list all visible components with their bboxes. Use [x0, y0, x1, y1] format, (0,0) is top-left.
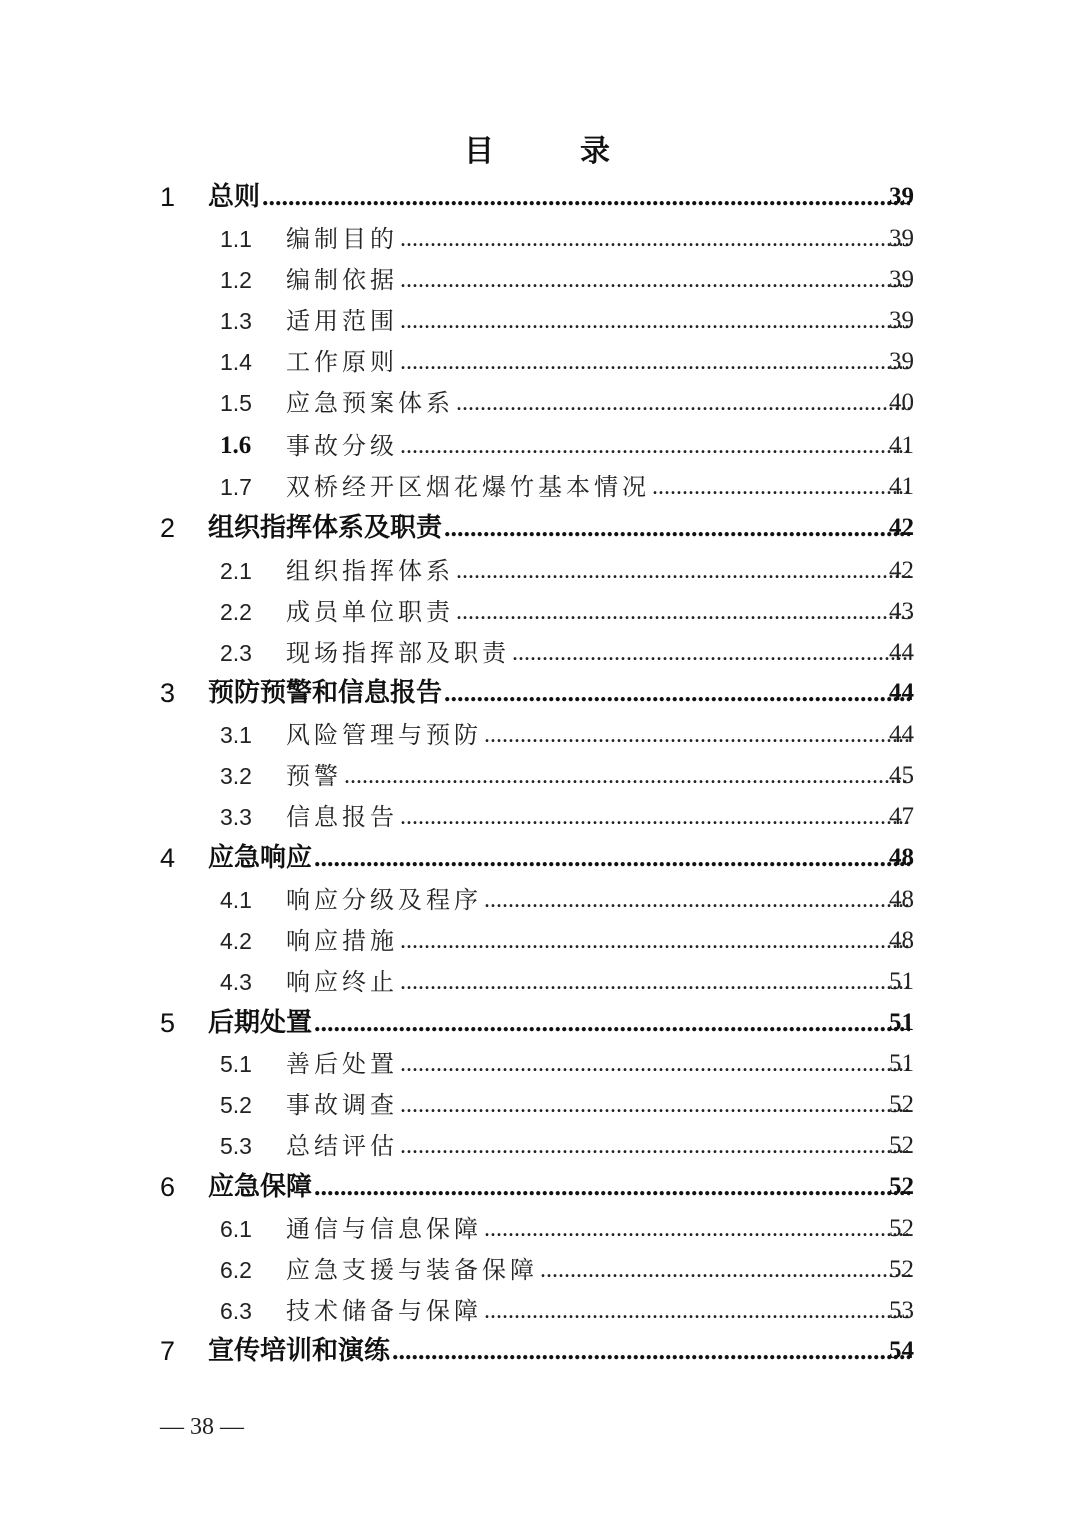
toc-dot-leader	[444, 678, 910, 708]
toc-section-entry	[0, 383, 1074, 423]
toc-dot-leader	[400, 1091, 910, 1119]
toc-section-entry	[0, 219, 1074, 259]
toc-entry-title-line	[208, 182, 912, 212]
toc-entry-page: 45	[889, 762, 914, 789]
toc-entry-number: 6.3	[220, 1298, 252, 1324]
toc-chapter-entry	[0, 178, 1074, 218]
toc-entry-title-line	[286, 473, 912, 501]
toc-entry-title: 现场指挥部及职责	[286, 639, 510, 667]
toc-section-entry	[0, 1126, 1074, 1166]
toc-entry-title-line	[286, 389, 912, 417]
toc-entry-page: 48	[889, 886, 914, 913]
toc-entry-title: 工作原则	[286, 348, 398, 376]
toc-section-entry	[0, 1085, 1074, 1125]
toc-entry-title-line	[286, 1132, 912, 1160]
toc-entry-title: 响应措施	[286, 927, 398, 955]
toc-section-entry	[0, 921, 1074, 961]
toc-entry-page: 48	[889, 927, 914, 954]
table-of-contents	[0, 170, 1074, 1370]
toc-entry-title: 编制目的	[286, 225, 398, 253]
toc-entry-title-line	[286, 927, 912, 955]
toc-entry-title-line	[286, 266, 912, 294]
toc-entry-number: 3.1	[220, 722, 252, 748]
toc-entry-number: 5.3	[220, 1133, 252, 1159]
toc-entry-page: 43	[889, 598, 914, 625]
toc-entry-number: 1	[160, 182, 176, 212]
toc-entry-page: 39	[889, 183, 914, 210]
toc-section-entry	[0, 1250, 1074, 1290]
toc-entry-title: 宣传培训和演练	[208, 1336, 391, 1366]
toc-entry-number: 4	[160, 843, 176, 873]
toc-entry-page: 51	[889, 1050, 914, 1077]
toc-section-entry	[0, 880, 1074, 920]
toc-section-entry	[0, 342, 1074, 382]
toc-entry-title: 应急响应	[208, 843, 313, 873]
toc-entry-page: 52	[889, 1173, 914, 1200]
toc-entry-number: 4.1	[220, 887, 252, 913]
toc-entry-title-line	[286, 1215, 912, 1243]
toc-dot-leader	[262, 182, 910, 212]
toc-entry-number: 6	[160, 1172, 176, 1202]
toc-entry-title: 善后处置	[286, 1050, 398, 1078]
toc-entry-page: 48	[889, 844, 914, 871]
toc-section-entry	[0, 962, 1074, 1002]
toc-dot-leader	[400, 432, 910, 460]
toc-section-entry	[0, 1209, 1074, 1249]
toc-entry-page: 52	[889, 1215, 914, 1242]
toc-entry-number: 6.1	[220, 1216, 252, 1242]
toc-dot-leader	[344, 762, 910, 790]
toc-section-entry	[0, 260, 1074, 300]
toc-entry-page: 54	[889, 1337, 914, 1364]
toc-entry-number: 1.6	[220, 432, 252, 459]
toc-entry-title-line	[208, 1008, 912, 1038]
toc-entry-page: 44	[889, 679, 914, 706]
toc-dot-leader	[400, 803, 910, 831]
toc-entry-title: 预警	[286, 762, 342, 790]
toc-section-entry	[0, 797, 1074, 837]
toc-chapter-entry	[0, 839, 1074, 879]
page-title: 目 录	[464, 134, 638, 169]
toc-entry-title: 成员单位职责	[286, 598, 454, 626]
toc-section-entry	[0, 426, 1074, 466]
toc-section-entry	[0, 1044, 1074, 1084]
toc-chapter-entry	[0, 1004, 1074, 1044]
toc-entry-title-line	[286, 639, 912, 667]
toc-entry-title-line	[286, 1050, 912, 1078]
toc-entry-page: 53	[889, 1297, 914, 1324]
toc-dot-leader	[400, 266, 910, 294]
toc-dot-leader	[456, 557, 910, 585]
toc-section-entry	[0, 633, 1074, 673]
toc-entry-title: 应急支援与装备保障	[286, 1256, 538, 1284]
toc-entry-number: 5	[160, 1008, 176, 1038]
toc-entry-title: 后期处置	[208, 1008, 313, 1038]
toc-dot-leader	[444, 513, 910, 543]
toc-entry-title-line	[286, 307, 912, 335]
toc-section-entry	[0, 301, 1074, 341]
toc-entry-title: 技术储备与保障	[286, 1297, 482, 1325]
toc-dot-leader	[652, 473, 910, 501]
toc-entry-title-line	[208, 1172, 912, 1202]
toc-entry-title-line	[286, 557, 912, 585]
toc-entry-title-line	[286, 1091, 912, 1119]
toc-section-entry	[0, 551, 1074, 591]
toc-entry-number: 1.2	[220, 267, 252, 293]
toc-dot-leader	[540, 1256, 910, 1284]
toc-entry-page: 51	[889, 1009, 914, 1036]
toc-dot-leader	[400, 225, 910, 253]
toc-entry-page: 39	[889, 307, 914, 334]
toc-entry-page: 52	[889, 1256, 914, 1283]
toc-entry-title: 组织指挥体系	[286, 557, 454, 585]
toc-entry-page: 47	[889, 803, 914, 830]
toc-dot-leader	[512, 639, 910, 667]
toc-entry-title: 适用范围	[286, 307, 398, 335]
toc-section-entry	[0, 467, 1074, 507]
toc-dot-leader	[400, 1050, 910, 1078]
toc-section-entry	[0, 715, 1074, 755]
toc-dot-leader	[314, 1008, 910, 1038]
toc-dot-leader	[484, 886, 910, 914]
toc-entry-page: 39	[889, 225, 914, 252]
toc-entry-title: 响应终止	[286, 968, 398, 996]
toc-entry-number: 2.3	[220, 640, 252, 666]
toc-dot-leader	[456, 389, 910, 417]
toc-entry-title: 信息报告	[286, 803, 398, 831]
toc-entry-number: 1.4	[220, 349, 252, 375]
toc-entry-number: 3.3	[220, 804, 252, 830]
toc-entry-page: 42	[889, 514, 914, 541]
toc-entry-page: 41	[889, 432, 914, 459]
toc-dot-leader	[314, 843, 910, 873]
toc-entry-title-line	[208, 1336, 912, 1366]
toc-dot-leader	[400, 927, 910, 955]
toc-entry-number: 1.3	[220, 308, 252, 334]
toc-dot-leader	[314, 1172, 910, 1202]
toc-entry-number: 1.5	[220, 390, 252, 416]
toc-entry-title-line	[286, 968, 912, 996]
toc-entry-title-line	[208, 513, 912, 543]
toc-chapter-entry	[0, 1168, 1074, 1208]
toc-entry-title: 总结评估	[286, 1132, 398, 1160]
toc-entry-number: 6.2	[220, 1257, 252, 1283]
toc-entry-title-line	[286, 1297, 912, 1325]
toc-chapter-entry	[0, 509, 1074, 549]
toc-entry-number: 2.1	[220, 558, 252, 584]
toc-entry-page: 52	[889, 1091, 914, 1118]
toc-entry-page: 51	[889, 968, 914, 995]
toc-entry-number: 2	[160, 513, 176, 543]
toc-dot-leader	[392, 1336, 910, 1366]
toc-entry-title: 总则	[208, 182, 261, 212]
toc-entry-title-line	[286, 348, 912, 376]
toc-entry-number: 4.3	[220, 969, 252, 995]
toc-entry-page: 39	[889, 266, 914, 293]
toc-entry-number: 2.2	[220, 599, 252, 625]
toc-entry-title: 事故调查	[286, 1091, 398, 1119]
toc-entry-title: 组织指挥体系及职责	[208, 513, 443, 543]
toc-entry-page: 52	[889, 1132, 914, 1159]
toc-entry-title-line	[286, 598, 912, 626]
toc-entry-number: 3	[160, 678, 176, 708]
toc-entry-title: 应急预案体系	[286, 389, 454, 417]
toc-entry-number: 5.1	[220, 1051, 252, 1077]
toc-entry-title-line	[286, 225, 912, 253]
toc-entry-number: 4.2	[220, 928, 252, 954]
toc-entry-title: 响应分级及程序	[286, 886, 482, 914]
toc-dot-leader	[484, 1215, 910, 1243]
toc-dot-leader	[400, 307, 910, 335]
toc-entry-page: 44	[889, 721, 914, 748]
toc-section-entry	[0, 1291, 1074, 1331]
toc-entry-number: 1.7	[220, 474, 252, 500]
toc-entry-title-line	[208, 678, 912, 708]
toc-entry-page: 44	[889, 639, 914, 666]
toc-dot-leader	[400, 348, 910, 376]
toc-dot-leader	[456, 598, 910, 626]
toc-entry-title: 应急保障	[208, 1172, 313, 1202]
toc-chapter-entry	[0, 674, 1074, 714]
toc-entry-number: 3.2	[220, 763, 252, 789]
toc-entry-title: 双桥经开区烟花爆竹基本情况	[286, 473, 650, 501]
toc-entry-title-line	[286, 721, 912, 749]
page-number: — 38 —	[160, 1414, 244, 1440]
toc-entry-title-line	[286, 432, 912, 460]
toc-entry-title-line	[286, 762, 912, 790]
toc-entry-title: 通信与信息保障	[286, 1215, 482, 1243]
toc-entry-number: 7	[160, 1336, 176, 1366]
toc-entry-title: 风险管理与预防	[286, 721, 482, 749]
toc-chapter-entry	[0, 1332, 1074, 1372]
toc-dot-leader	[484, 1297, 910, 1325]
toc-entry-page: 40	[889, 389, 914, 416]
toc-entry-title-line	[286, 1256, 912, 1284]
toc-entry-title-line	[286, 886, 912, 914]
toc-entry-title: 编制依据	[286, 266, 398, 294]
toc-dot-leader	[484, 721, 910, 749]
toc-entry-page: 42	[889, 557, 914, 584]
toc-entry-number: 1.1	[220, 226, 252, 252]
toc-entry-number: 5.2	[220, 1092, 252, 1118]
toc-entry-title: 事故分级	[286, 432, 398, 460]
toc-entry-page: 41	[889, 473, 914, 500]
toc-entry-title-line	[286, 803, 912, 831]
toc-section-entry	[0, 756, 1074, 796]
toc-entry-page: 39	[889, 348, 914, 375]
toc-entry-title: 预防预警和信息报告	[208, 678, 443, 708]
toc-dot-leader	[400, 968, 910, 996]
toc-section-entry	[0, 592, 1074, 632]
toc-entry-title-line	[208, 843, 912, 873]
toc-dot-leader	[400, 1132, 910, 1160]
